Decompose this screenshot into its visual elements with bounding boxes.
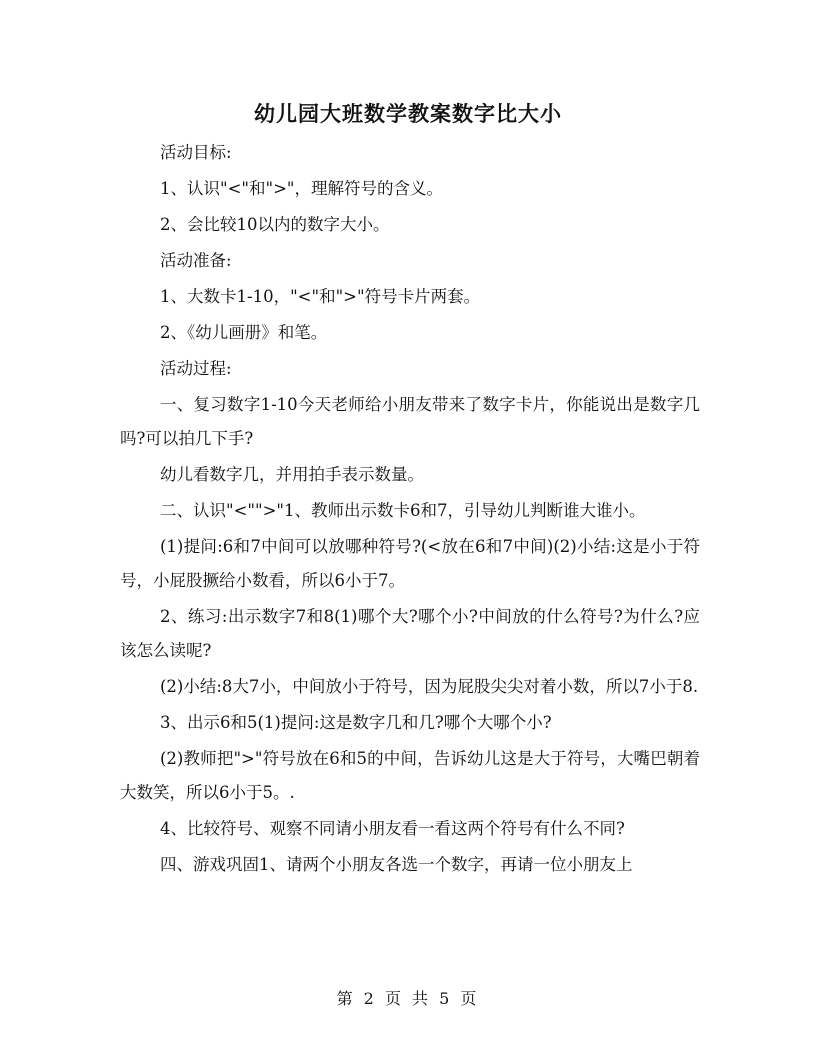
paragraph: 4、比较符号、观察不同请小朋友看一看这两个符号有什么不同? — [160, 819, 625, 838]
paragraph: 1、大数卡1-10，"<"和">"符号卡片两套。 — [160, 287, 481, 306]
paragraph: 活动过程: — [160, 359, 232, 378]
paragraph: 1、认识"<"和">"，理解符号的含义。 — [160, 179, 444, 198]
document-title: 幼儿园大班数学教案数字比大小 — [254, 101, 562, 126]
paragraph: 2、会比较10以内的数字大小。 — [160, 215, 390, 234]
paragraph: 幼儿看数字几，并用拍手表示数量。 — [160, 465, 424, 484]
paragraph: 3、出示6和5(1)提问:这是数字几和几?哪个大哪个小? — [160, 713, 552, 732]
paragraph: 二、认识"<"">"1、教师出示数卡6和7，引导幼儿判断谁大谁小。 — [160, 501, 646, 520]
paragraph: 2、《幼儿画册》和笔。 — [160, 323, 328, 342]
paragraph: (2)教师把">"符号放在6和5的中间，告诉幼儿这是大于符号，大嘴巴朝着大数笑，所以6小于5。. — [120, 749, 700, 802]
paragraph: 活动目标: — [160, 143, 232, 162]
paragraph: 一、复习数字1-10今天老师给小朋友带来了数字卡片，你能说出是数字几吗?可以拍几下手? — [120, 395, 700, 448]
paragraph: 活动准备: — [160, 251, 232, 270]
paragraph: 四、游戏巩固1、请两个小朋友各选一个数字，再请一位小朋友上 — [160, 855, 633, 874]
paragraph: 2、练习:出示数字7和8(1)哪个大?哪个小?中间放的什么符号?为什么?应该怎么读呢? — [120, 607, 700, 660]
paragraph: (2)小结:8大7小，中间放小于符号，因为屁股尖尖对着小数，所以7小于8. — [160, 677, 699, 696]
document-body — [120, 136, 700, 884]
page-footer: 第 2 页 共 5 页 — [336, 989, 480, 1008]
paragraph: (1)提问:6和7中间可以放哪种符号?(<放在6和7中间)(2)小结:这是小于符号，小屁股撅给小数看，所以6小于7。 — [120, 537, 700, 590]
